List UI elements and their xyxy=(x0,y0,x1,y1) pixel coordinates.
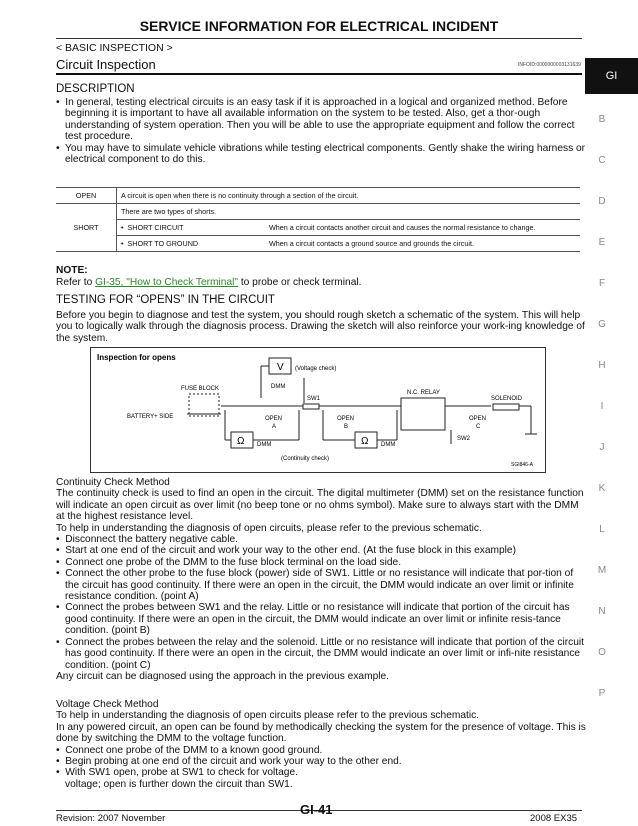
ohmmeter-symbol-1: Ω xyxy=(237,436,245,447)
continuity-outro: Any circuit can be diagnosed using the approach in the previous example. xyxy=(56,670,389,682)
sw1-switch xyxy=(303,404,319,409)
voltage-bullet-1: • Connect one probe of the DMM to a known good ground. xyxy=(56,744,323,756)
sw1-label: SW1 xyxy=(307,396,321,402)
continuity-heading: Continuity Check Method xyxy=(56,477,170,488)
point-c-label: C xyxy=(476,424,481,430)
open-desc-cell: A circuit is open when there is no continuity through a section of the circuit. xyxy=(117,188,581,204)
continuity-refer: To help in understanding the diagnosis of open circuits, please refer to the previous schematic. xyxy=(56,522,482,534)
testing-intro: Before you begin to diagnose and test the system, you should rough sketch a schematic of the system. This will help you to logically walk through the diagnosis process. Drawing the sketch will also reinforce your work-ing knowledge of the system. xyxy=(56,310,585,344)
breadcrumb: < BASIC INSPECTION > xyxy=(56,42,173,54)
dmm-label-2: DMM xyxy=(381,442,396,448)
table-row-short-intro xyxy=(56,204,580,220)
opens-shorts-table xyxy=(56,187,580,252)
side-letter-c[interactable]: C xyxy=(598,155,606,166)
side-letter-b[interactable]: B xyxy=(598,114,606,125)
table-row-short-circuit xyxy=(56,220,580,236)
side-letter-m[interactable]: M xyxy=(597,565,607,576)
footer-model: 2008 EX35 xyxy=(530,813,578,824)
side-letter-n[interactable]: N xyxy=(598,606,606,617)
fuse-block-label: FUSE BLOCK xyxy=(181,386,220,392)
section-rule xyxy=(56,73,582,75)
ohmmeter-symbol-2: Ω xyxy=(361,436,369,447)
open-label-cell: OPEN xyxy=(56,188,117,204)
open-label-b: OPEN xyxy=(337,416,355,422)
relay-label: N.C. RELAY xyxy=(407,390,440,396)
table-row-open xyxy=(56,188,580,204)
side-letter-g[interactable]: G xyxy=(598,319,606,330)
side-letter-l[interactable]: L xyxy=(599,524,605,535)
note-label: NOTE: xyxy=(56,265,88,276)
continuity-intro: The continuity check is used to find an open in the circuit. The digital multimeter (DMM) set on the resistance function will indicate an open circuit as over limit (no beep tone or no ohms symbol). Make sure to always start with the DMM at the highest resistance level. xyxy=(56,488,584,523)
voltmeter-symbol: V xyxy=(277,362,284,373)
voltage-refer: To help in understanding the diagnosis of open circuits please refer to the previous schematic. xyxy=(56,710,480,722)
testing-heading: TESTING FOR “OPENS” IN THE CIRCUIT xyxy=(56,294,275,306)
description-body xyxy=(56,97,586,165)
voltage-bullet-3: • With SW1 open, probe at SW1 to check for voltage. xyxy=(56,767,298,779)
fuse-block-box xyxy=(189,394,219,416)
side-letter-k[interactable]: K xyxy=(598,483,606,494)
open-label-c: OPEN xyxy=(469,416,487,422)
how-to-check-terminal-link[interactable]: GI-35, "How to Check Terminal" xyxy=(95,277,239,288)
side-letter-f[interactable]: F xyxy=(598,278,606,289)
short-ground-desc-cell: When a circuit contacts a ground source and grounds the circuit. xyxy=(265,236,580,252)
inspection-for-opens-diagram xyxy=(90,347,546,473)
open-label-a: OPEN xyxy=(265,416,283,422)
continuity-bullet-4: • Connect the other probe to the fuse block (power) side of SW1. Little or no resistance will indicate that por-tion of the circuit has good continuity. If there were an open in the circuit, the DMM would indicate an over limit or infinite resistance condition. (point A) xyxy=(56,568,574,603)
section-title: Circuit Inspection xyxy=(56,57,156,72)
short-label-cell: SHORT xyxy=(56,204,117,252)
solenoid-coil xyxy=(493,404,519,410)
short-circuit-desc-cell: When a circuit contacts another circuit and causes the normal resistance to change. xyxy=(265,220,580,236)
short-circuit-label-cell: • SHORT CIRCUIT xyxy=(117,220,266,236)
voltage-section xyxy=(56,699,586,790)
voltage-tail: voltage; open is further down the circuit than SW1. xyxy=(65,778,293,790)
section-tab-gi[interactable]: GI xyxy=(585,58,638,94)
voltage-intro: In any powered circuit, an open can be found by methodically checking the system for the presence of voltage. This is done by switching the DMM to the voltage function. xyxy=(56,721,586,745)
side-letter-o[interactable]: O xyxy=(598,647,606,658)
circuit-schematic xyxy=(91,348,545,472)
continuity-bullet-6: • Connect the probes between the relay and the solenoid. Little or no resistance will indicate that portion of the circuit has good continuity. If there were an open in the circuit, the DMM would indicate an over limit or infi-nite resistance condition. (point C) xyxy=(56,636,584,671)
diagram-code: SGI846-A xyxy=(511,462,533,468)
side-letter-h[interactable]: H xyxy=(598,360,606,371)
description-bullet-2: • You may have to simulate vehicle vibrations while testing electrical components. Gently shake the wiring harness or electrical component to do this. xyxy=(56,142,586,166)
footer-revision: Revision: 2007 November xyxy=(56,813,166,824)
side-letter-d[interactable]: D xyxy=(598,196,606,207)
continuity-bullet-1: • Disconnect the battery negative cable. xyxy=(56,534,238,546)
header-rule xyxy=(56,38,582,39)
description-heading: DESCRIPTION xyxy=(56,83,135,95)
point-a-label: A xyxy=(272,424,277,430)
footer-page-number: GI-41 xyxy=(300,802,333,817)
dmm-label-1: DMM xyxy=(257,442,272,448)
note-body: Refer to GI-35, "How to Check Terminal" to probe or check terminal. xyxy=(56,277,362,288)
voltage-bullet-2: • Begin probing at one end of the circuit and work your way to the other end. xyxy=(56,756,402,768)
solenoid-label: SOLENOID xyxy=(491,396,523,402)
short-intro-cell: There are two types of shorts. xyxy=(117,204,581,220)
diagram-title: Inspection for opens xyxy=(97,353,176,362)
continuity-check-label: (Continuity check) xyxy=(281,456,330,462)
dmm-label-top: DMM xyxy=(271,384,286,390)
table-row-short-ground xyxy=(56,236,580,252)
relay-box xyxy=(401,398,445,430)
continuity-section xyxy=(56,477,586,682)
continuity-bullet-2: • Start at one end of the circuit and work your way to the other end. (At the fuse block in this example) xyxy=(56,545,516,557)
sw2-label: SW2 xyxy=(457,436,471,442)
side-letter-p[interactable]: P xyxy=(598,688,606,699)
battery-label: BATTERY+ SIDE xyxy=(127,414,174,420)
continuity-bullet-3: • Connect one probe of the DMM to the fuse block terminal on the load side. xyxy=(56,556,402,568)
side-letter-e[interactable]: E xyxy=(598,237,606,248)
continuity-bullet-5: • Connect the probes between SW1 and the relay. Little or no resistance will indicate that portion of the circuit has good continuity. If there were an open in the circuit, the DMM would indicate an over limit or infinite resis-tance condition. (point B) xyxy=(56,602,570,637)
side-letter-j[interactable]: J xyxy=(599,442,605,453)
voltage-check-label: (Voltage check) xyxy=(295,366,337,372)
side-letter-i[interactable]: I xyxy=(600,401,604,412)
point-b-label: B xyxy=(344,424,349,430)
voltage-heading: Voltage Check Method xyxy=(56,699,159,710)
info-id: INFOID:0000000003131639 xyxy=(518,62,581,68)
short-ground-label-cell: • SHORT TO GROUND xyxy=(117,236,266,252)
description-bullet-1: • In general, testing electrical circuits is an easy task if it is approached in a logical and organized method. Before beginning it is important to have all available information on the system to be tested. Also, get a thor-ough understanding of system operation. Then you will be able to use the appropriate equipment and follow the correct test procedure. xyxy=(56,97,575,143)
page-header-title: SERVICE INFORMATION FOR ELECTRICAL INCIDENT xyxy=(139,18,499,34)
